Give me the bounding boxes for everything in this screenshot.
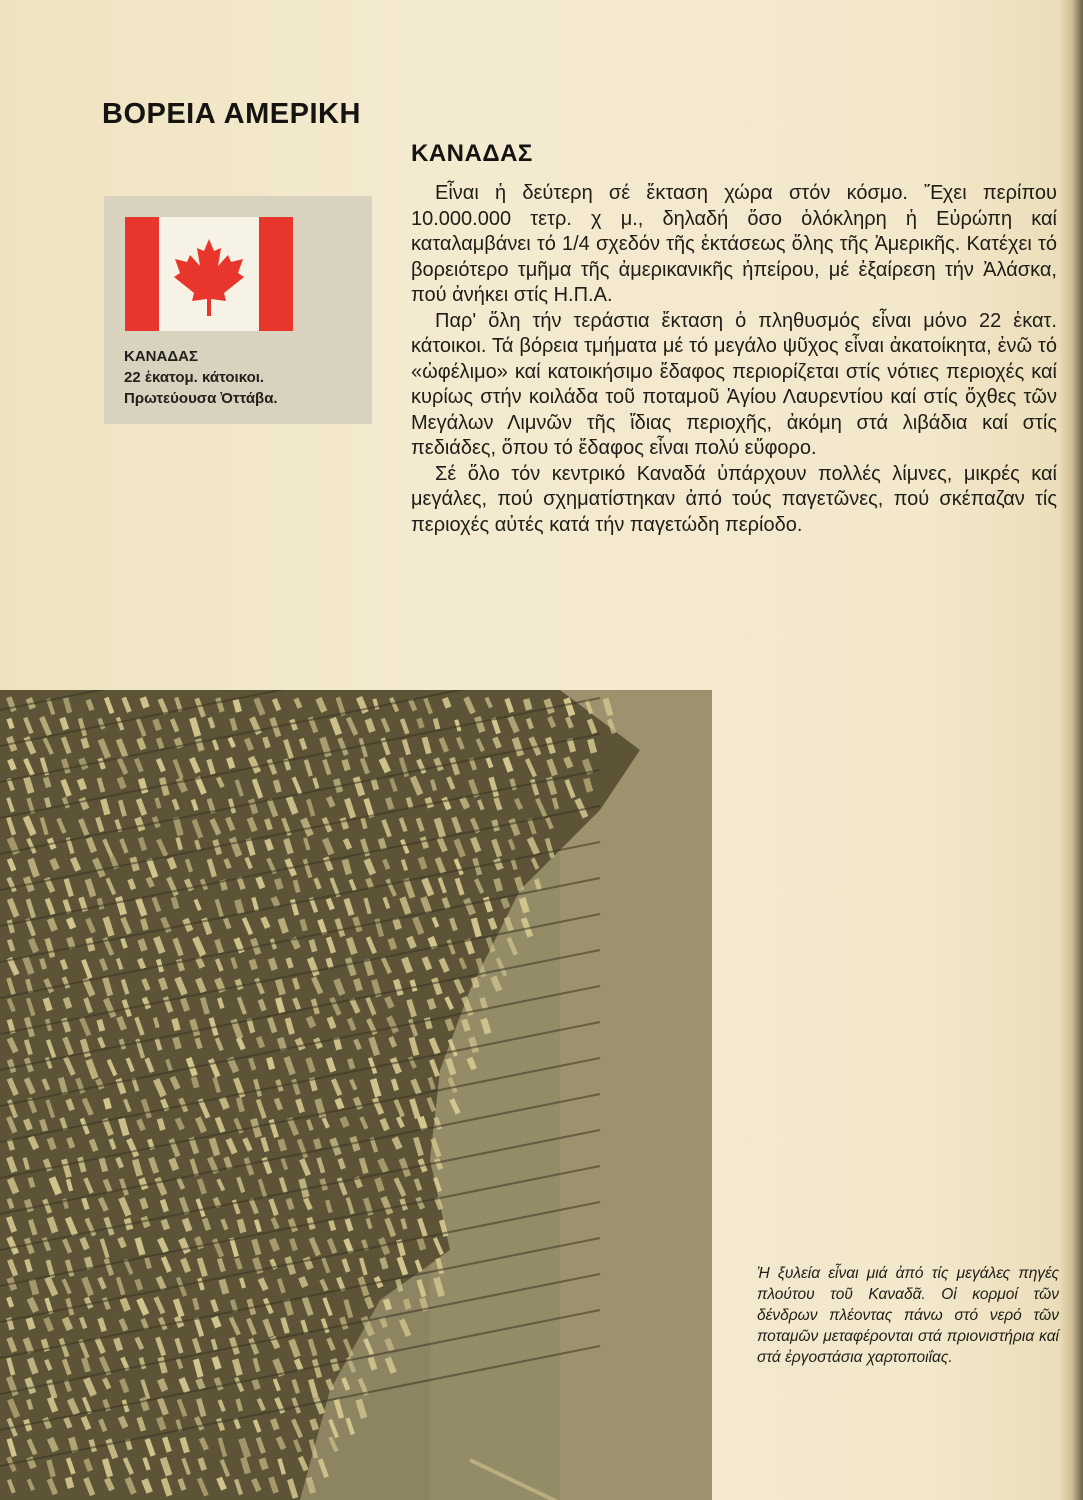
capital-label: Πρωτεύουσα Ὀττάβα.: [124, 390, 278, 407]
photo-caption: Ἡ ξυλεία εἶναι μιά ἀπό τίς μεγάλες πηγές πλούτου τοῦ Καναδᾶ. Οἱ κορμοί τῶν δένδρων πλέοντας πάνω στό νερό τῶν ποταμῶν μεταφέρονται στά πριονιστήρια καί στά ἐργοστάσια χαρτοποιΐας.: [757, 1265, 1059, 1366]
paragraph-lakes: Σέ ὅλο τόν κεντρικό Καναδά ὑπάρχουν πολλές λίμνες, μικρές καί μεγάλες, πού σχηματίστηκαν ἀπό τούς παγετῶνες, πού σκέπαζαν τίς περιοχές αὐτές κατά τήν παγετώδη περίοδο.: [411, 462, 1057, 536]
country-info-box: [104, 196, 372, 424]
population-label: 22 ἑκατομ. κάτοικοι.: [124, 369, 265, 386]
canada-flag-icon: [125, 217, 293, 331]
paragraph-area: Εἶναι ἡ δεύτερη σέ ἔκταση χώρα στόν κόσμο. Ἔχει περίπου 10.000.000 τετρ. χ μ., δηλαδή ὅσο ὁλόκληρη ἡ Εὐρώπη καί καταλαμβάνει τό 1/4 σχεδόν τῆς ἐκτάσεως ὅλης τῆς Ἀμερικῆς. Κατέχει τό βορειότερο τμῆμα τῆς ἀμερικανικῆς ἠπείρου, μέ ἐξαίρεση τήν Ἀλάσκα, πού ἀνήκει στίς Η.Π.Α.: [411, 182, 1057, 306]
paragraph-population: Παρ' ὅλη τήν τεράστια ἔκταση ὁ πληθυσμός εἶναι μόνο 22 ἑκατ. κάτοικοι. Τά βόρεια τμήματα μέ τό μεγάλο ψῦχος εἶναι ἀκατοίκητα, ἐνῶ τό «ὠφέλιμο» καί κατοικήσιμο ἔδαφος περιορίζεται στίς νότιες περιοχές καί κυρίως στήν κοιλάδα τοῦ ποταμοῦ Ἁγίου Λαυρεντίου καί στίς ὄχθες τῶν Μεγάλων Λιμνῶν τῆς ἴδιας περιοχῆς, ἀκόμη στά λιβάδια καί στίς πεδιάδες, ὅπου τό ἔδαφος εἶναι πολύ εὔφορο.: [411, 309, 1057, 459]
log-raft-photo: [0, 690, 712, 1500]
page-binding-edge: [1059, 0, 1083, 1500]
country-name-label: ΚΑΝΑΔΑΣ: [124, 348, 198, 365]
article-body: [411, 181, 1057, 538]
country-heading: ΚΑΝΑΔΑΣ: [411, 140, 533, 167]
section-heading: ΒΟΡΕΙΑ ΑΜΕΡΙΚΗ: [102, 98, 361, 130]
country-facts: [124, 346, 364, 409]
